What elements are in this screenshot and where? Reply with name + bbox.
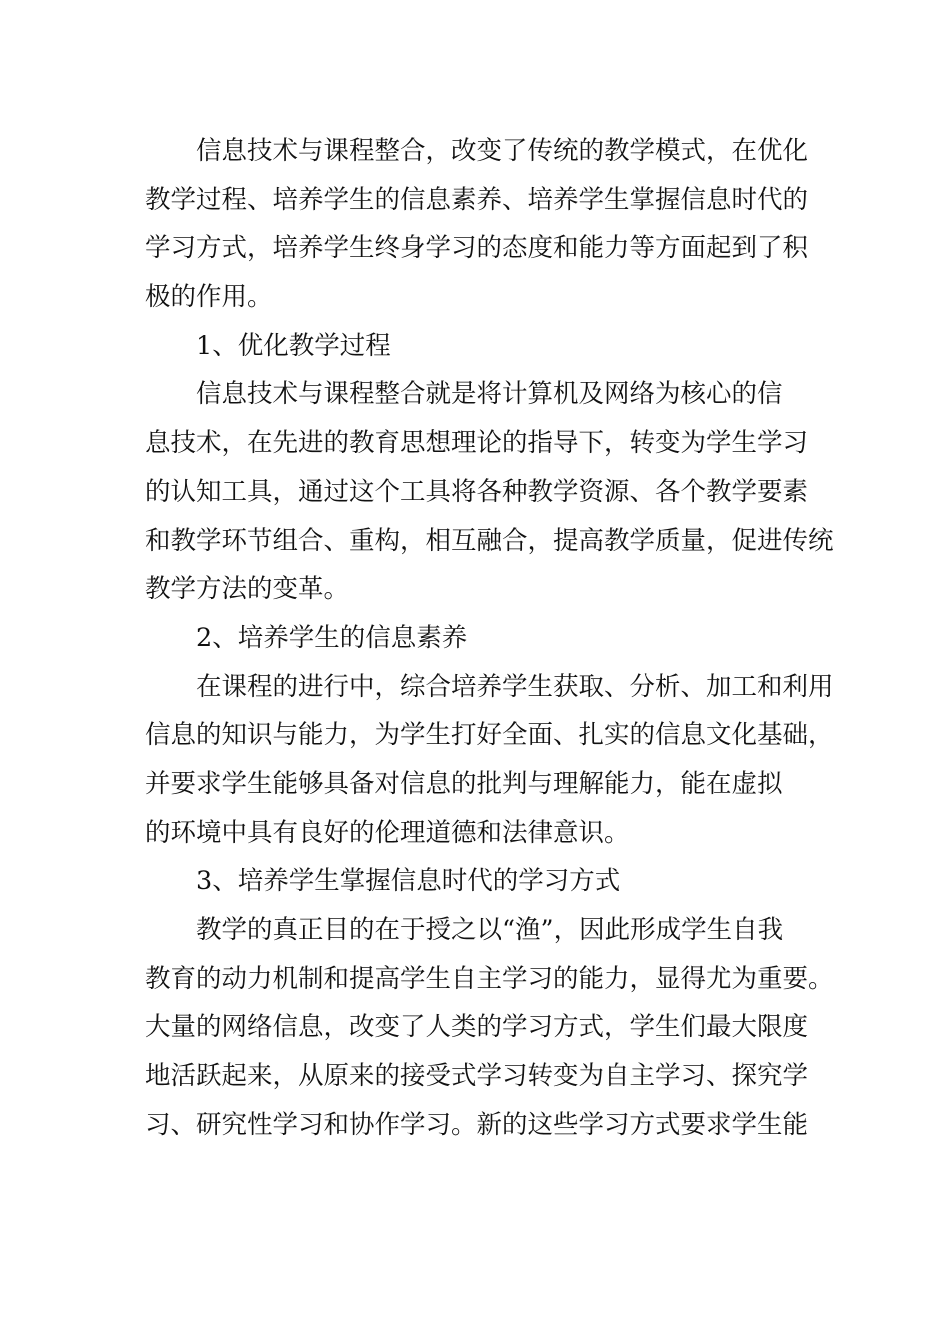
paragraph-3-line: 教学的真正目的在于授之以“渔”，因此形成学生自我 — [196, 915, 784, 945]
paragraph-3-line: 习、研究性学习和协作学习。新的这些学习方式要求学生能 — [145, 1109, 809, 1140]
paragraph-3-line: 大量的网络信息，改变了人类的学习方式，学生们最大限度 — [145, 1012, 809, 1043]
paragraph-intro-line: 信息技术与课程整合，改变了传统的教学模式，在优化 — [196, 136, 809, 166]
paragraph-intro-line: 学习方式，培养学生终身学习的态度和能力等方面起到了积 — [145, 233, 809, 264]
paragraph-3-line: 教育的动力机制和提高学生自主学习的能力，显得尤为重要。 — [145, 963, 834, 994]
paragraph-3-line: 地活跃起来，从原来的接受式学习转变为自主学习、探究学 — [145, 1061, 809, 1092]
body-text — [145, 127, 834, 1149]
paragraph-1-line: 的认知工具，通过这个工具将各种教学资源、各个教学要素 — [145, 476, 809, 507]
section-heading-1: 1、优化教学过程 — [196, 330, 391, 361]
paragraph-intro-line: 教学过程、培养学生的信息素养、培养学生掌握信息时代的 — [145, 184, 809, 215]
paragraph-1-line: 和教学环节组合、重构，相互融合，提高教学质量，促进传统 — [145, 525, 834, 556]
paragraph-2-line: 在课程的进行中，综合培养学生获取、分析、加工和利用 — [196, 671, 834, 702]
paragraph-2-line: 的环境中具有良好的伦理道德和法律意识。 — [145, 817, 630, 848]
section-heading-2: 2、培养学生的信息素养 — [196, 622, 468, 653]
paragraph-2-line: 信息的知识与能力，为学生打好全面、扎实的信息文化基础， — [145, 720, 834, 751]
paragraph-1-line: 教学方法的变革。 — [145, 574, 350, 605]
paragraph-2-line: 并要求学生能够具备对信息的批判与理解能力，能在虚拟 — [145, 768, 783, 799]
section-heading-3: 3、培养学生掌握信息时代的学习方式 — [196, 866, 621, 897]
paragraph-1-line: 信息技术与课程整合就是将计算机及网络为核心的信 — [196, 379, 783, 410]
paragraph-1-line: 息技术，在先进的教育思想理论的指导下，转变为学生学习 — [145, 428, 809, 459]
paragraph-intro-line: 极的作用。 — [145, 282, 273, 313]
